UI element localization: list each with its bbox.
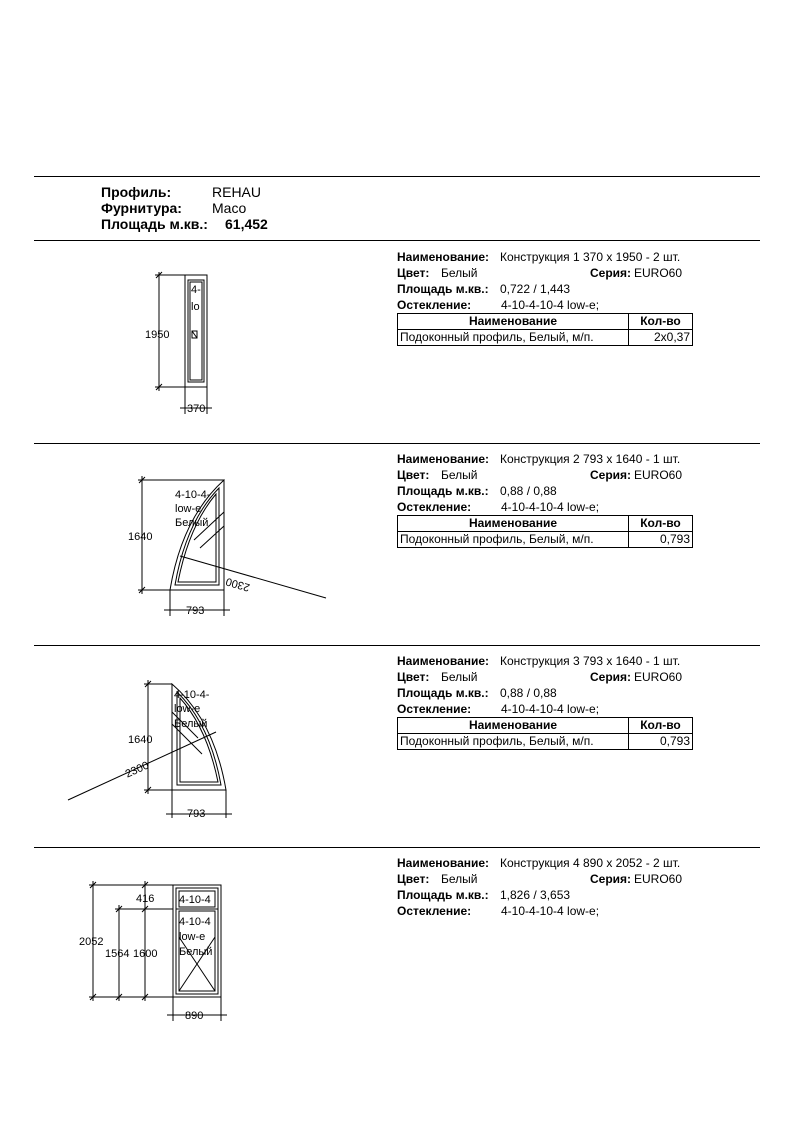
color-label: Цвет:: [397, 266, 430, 280]
color-value: Белый: [441, 872, 478, 886]
dim-width: 793: [187, 808, 206, 820]
area-label: Площадь м.кв.:: [101, 216, 208, 232]
glass-label: low-e: [174, 703, 201, 715]
construction-4-spec: [397, 855, 697, 919]
construction-name: Конструкция 3 793 x 1640 - 1 шт.: [500, 654, 681, 668]
area-value: 0,88 / 0,88: [500, 686, 557, 700]
construction-name: Конструкция 1 370 x 1950 - 2 шт.: [500, 250, 681, 264]
col-qty-header: Кол-во: [629, 314, 693, 330]
construction-name: Конструкция 2 793 x 1640 - 1 шт.: [500, 452, 681, 466]
name-row: [397, 451, 697, 467]
hardware-label: Фурнитура:: [101, 200, 182, 216]
name-row: [397, 653, 697, 669]
section-rule: [34, 847, 760, 848]
item-name: Подоконный профиль, Белый, м/п.: [398, 330, 629, 346]
dim-width: 890: [185, 1010, 204, 1022]
items-table: [397, 717, 693, 750]
area-label: Площадь м.кв.:: [397, 484, 489, 498]
construction-4-drawing: [75, 875, 245, 1025]
construction-1-spec: [397, 249, 697, 344]
glazing-label: Остекление:: [397, 702, 472, 716]
glazing-label: Остекление:: [397, 500, 472, 514]
dim-top: 416: [136, 893, 155, 905]
series-value: EURO60: [634, 670, 683, 684]
color-value: Белый: [441, 468, 478, 482]
section-rule: [34, 443, 760, 444]
glass-label: 4-10-4-: [175, 489, 211, 501]
glass-label: Белый: [179, 946, 213, 958]
glass-label: 4-10-4: [179, 894, 211, 906]
hardware-value: Maco: [212, 200, 247, 216]
color-value: Белый: [441, 266, 478, 280]
table-row: [398, 330, 693, 346]
glazing-value: 4-10-4-10-4 low-e;: [501, 500, 600, 514]
construction-3-spec: [397, 653, 697, 748]
dim-width: 793: [186, 605, 205, 617]
color-value: Белый: [441, 670, 478, 684]
profile-line: [101, 184, 262, 201]
area-row: [397, 483, 697, 499]
glazing-label: Остекление:: [397, 298, 472, 312]
name-label: Наименование:: [397, 452, 490, 466]
col-name-header: Наименование: [398, 718, 629, 734]
area-row: [397, 887, 697, 903]
series-value: EURO60: [634, 468, 683, 482]
name-label: Наименование:: [397, 654, 490, 668]
series-value: EURO60: [634, 266, 683, 280]
area-label: Площадь м.кв.:: [397, 888, 489, 902]
glass-label: lo: [191, 301, 200, 313]
glass-label: 4-: [191, 284, 201, 296]
glazing-row: [397, 499, 697, 515]
glazing-row: [397, 701, 697, 717]
glazing-value: 4-10-4-10-4 low-e;: [501, 904, 600, 918]
name-row: [397, 249, 697, 265]
glass-label: Белый: [175, 517, 209, 529]
construction-2-drawing: [120, 470, 340, 630]
item-qty: 0,793: [629, 734, 693, 750]
dim-width: 370: [187, 403, 206, 415]
series-label: Серия:: [590, 670, 632, 684]
dim-height: 1640: [128, 734, 153, 746]
construction-2-spec: [397, 451, 697, 546]
color-row: [397, 467, 697, 483]
header-rule: [34, 240, 760, 241]
series-label: Серия:: [590, 266, 632, 280]
glass-label: low-e: [179, 931, 206, 943]
item-qty: 0,793: [629, 532, 693, 548]
dim-height: 1950: [145, 329, 170, 341]
glass-label: 4-10-4-: [174, 689, 210, 701]
area-row: [397, 281, 697, 297]
name-label: Наименование:: [397, 856, 490, 870]
area-value: 1,826 / 3,653: [500, 888, 571, 902]
col-qty-header: Кол-во: [629, 718, 693, 734]
glazing-row: [397, 903, 697, 919]
glass-label: low-e: [175, 503, 202, 515]
color-row: [397, 265, 697, 281]
color-label: Цвет:: [397, 468, 430, 482]
hardware-line: [101, 200, 247, 217]
glass-label: 4-10-4: [179, 916, 211, 928]
item-name: Подоконный профиль, Белый, м/п.: [398, 734, 629, 750]
name-row: [397, 855, 697, 871]
col-qty-header: Кол-во: [629, 516, 693, 532]
color-row: [397, 669, 697, 685]
series-label: Серия:: [590, 468, 632, 482]
col-name-header: Наименование: [398, 314, 629, 330]
glass-label: Белый: [174, 718, 208, 730]
construction-name: Конструкция 4 890 x 2052 - 2 шт.: [500, 856, 681, 870]
series-label: Серия:: [590, 872, 632, 886]
color-label: Цвет:: [397, 670, 430, 684]
dim-height: 2052: [79, 936, 104, 948]
construction-3-drawing: [60, 672, 280, 832]
dim-h2: 1600: [133, 948, 158, 960]
dim-height: 1640: [128, 531, 153, 543]
dim-radius: 2300: [224, 574, 252, 594]
profile-label: Профиль:: [101, 184, 172, 200]
area-line: [101, 216, 268, 233]
glazing-label: Остекление:: [397, 904, 472, 918]
top-rule: [34, 176, 760, 177]
item-qty: 2x0,37: [629, 330, 693, 346]
glazing-value: 4-10-4-10-4 low-e;: [501, 298, 600, 312]
color-label: Цвет:: [397, 872, 430, 886]
area-value: 0,722 / 1,443: [500, 282, 571, 296]
construction-1-drawing: [140, 268, 260, 418]
col-name-header: Наименование: [398, 516, 629, 532]
section-rule: [34, 645, 760, 646]
glazing-value: 4-10-4-10-4 low-e;: [501, 702, 600, 716]
area-row: [397, 685, 697, 701]
table-row: [398, 532, 693, 548]
area-value: 0,88 / 0,88: [500, 484, 557, 498]
name-label: Наименование:: [397, 250, 490, 264]
dim-h1: 1564: [105, 948, 130, 960]
items-table: [397, 515, 693, 548]
glazing-row: [397, 297, 697, 313]
color-row: [397, 871, 697, 887]
area-label: Площадь м.кв.:: [397, 686, 489, 700]
items-table: [397, 313, 693, 346]
table-row: [398, 734, 693, 750]
area-label: Площадь м.кв.:: [397, 282, 489, 296]
area-value: 61,452: [225, 216, 268, 232]
series-value: EURO60: [634, 872, 683, 886]
dim-radius: 2300: [123, 759, 151, 781]
profile-value: REHAU: [212, 184, 262, 200]
item-name: Подоконный профиль, Белый, м/п.: [398, 532, 629, 548]
